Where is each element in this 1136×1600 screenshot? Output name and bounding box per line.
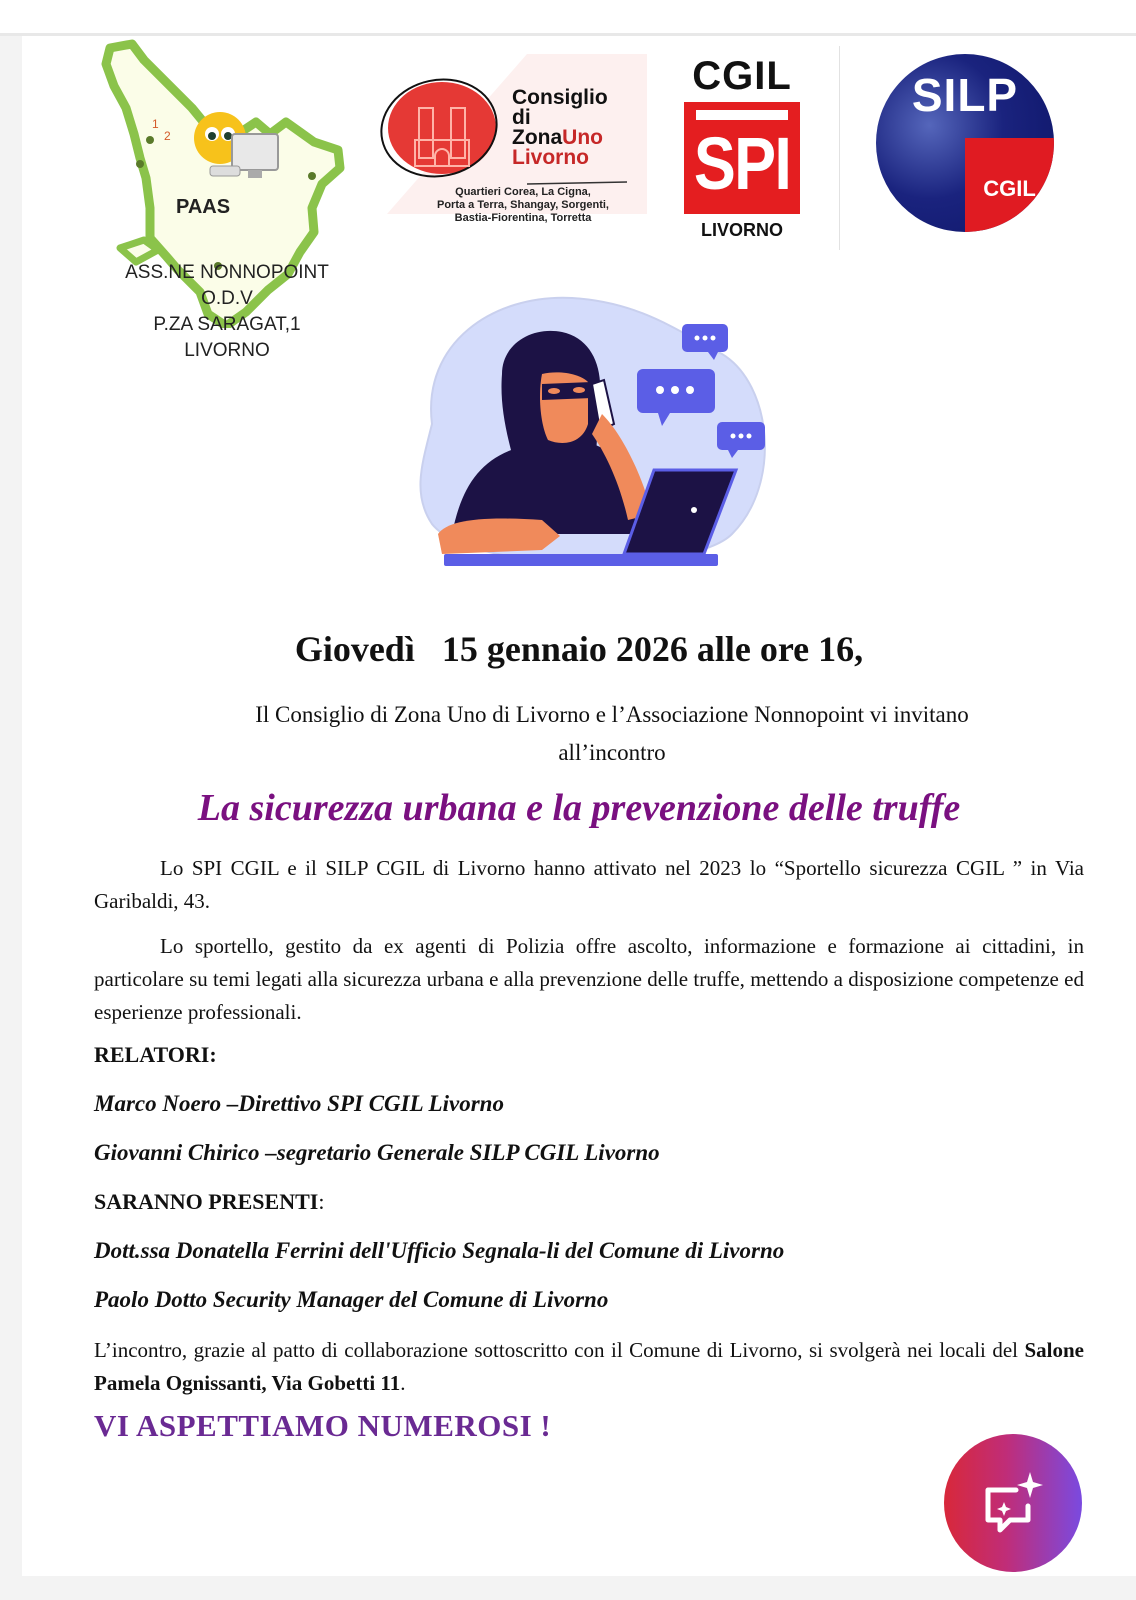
event-date-time: Giovedì 15 gennaio 2026 alle ore 16, bbox=[294, 629, 864, 669]
paragraph-description: Lo sportello, gestito da ex agenti di Polizia offre ascolto, informazione e formazione ai cittadini, in particolare su temi legati alla sicurezza urbana e alla prevenzione delle truffe, mettendo a disposizione competenze ed esperienze professionali. bbox=[94, 934, 1084, 1024]
event-title: La sicurezza urbana e la prevenzione delle truffe bbox=[197, 787, 961, 829]
speaker-item: Marco Noero –Direttivo SPI CGIL Livorno bbox=[94, 1091, 504, 1116]
silp-cgil-logo: SILP CGIL bbox=[876, 54, 1054, 232]
invitation-text: Il Consiglio di Zona Uno di Livorno e l’Associazione Nonnopoint vi invitano all’incontro bbox=[255, 702, 969, 765]
ai-chat-button[interactable] bbox=[944, 1434, 1082, 1572]
consiglio-subtitle: Quartieri Corea, La Cigna, Porta a Terra, Shangay, Sorgenti, Bastia-Fiorentina, Torretta bbox=[437, 186, 609, 224]
paas-label: PAAS bbox=[176, 196, 231, 218]
flyer-page bbox=[22, 36, 1136, 1576]
svg-text:1: 1 bbox=[152, 117, 159, 131]
top-bar bbox=[0, 0, 1136, 36]
ai-chat-sparkle-icon bbox=[976, 1466, 1050, 1540]
presenti-heading: SARANNO PRESENTI: bbox=[94, 1189, 325, 1214]
svg-text:2: 2 bbox=[164, 129, 171, 143]
relatori-heading: RELATORI: bbox=[94, 1042, 217, 1067]
paragraph-sportello: Lo SPI CGIL e il SILP CGIL di Livorno hanno attivato nel 2023 lo “Sportello sicurezza CGIL ” in Via Garibaldi, 43. bbox=[94, 856, 1084, 913]
venue-paragraph: L’incontro, grazie al patto di collaborazione sottoscritto con il Comune di Livorno, si svolgerà nei locali del Salone Pamela Ognissanti, Via Gobetti 11. bbox=[94, 1338, 1084, 1395]
speaker-item: Giovanni Chirico –segretario Generale SILP CGIL Livorno bbox=[94, 1140, 660, 1165]
spi-cgil-label: CGIL bbox=[692, 54, 792, 98]
spi-livorno-label: LIVORNO bbox=[700, 220, 783, 240]
attendee-item: Dott.ssa Donatella Ferrini dell'Ufficio Segnala-li del Comune di Livorno bbox=[94, 1238, 785, 1263]
logo-divider bbox=[839, 46, 840, 250]
nonnopoint-address: ASS.NE NONNOPOINT O.D.V P.ZA SARAGAT,1 LIVORNO bbox=[125, 262, 329, 361]
spi-logo: SPI bbox=[684, 102, 800, 214]
attendee-item: Paolo Dotto Security Manager del Comune di Livorno bbox=[94, 1287, 609, 1312]
venue-name: Salone Pamela Ognissanti, Via Gobetti 11 bbox=[94, 1338, 1084, 1395]
closing-call: VI ASPETTIAMO NUMEROSI ! bbox=[94, 1408, 552, 1443]
consiglio-title: Consiglio di ZonaUno Livorno bbox=[512, 86, 608, 169]
scammer-illustration bbox=[392, 284, 772, 580]
